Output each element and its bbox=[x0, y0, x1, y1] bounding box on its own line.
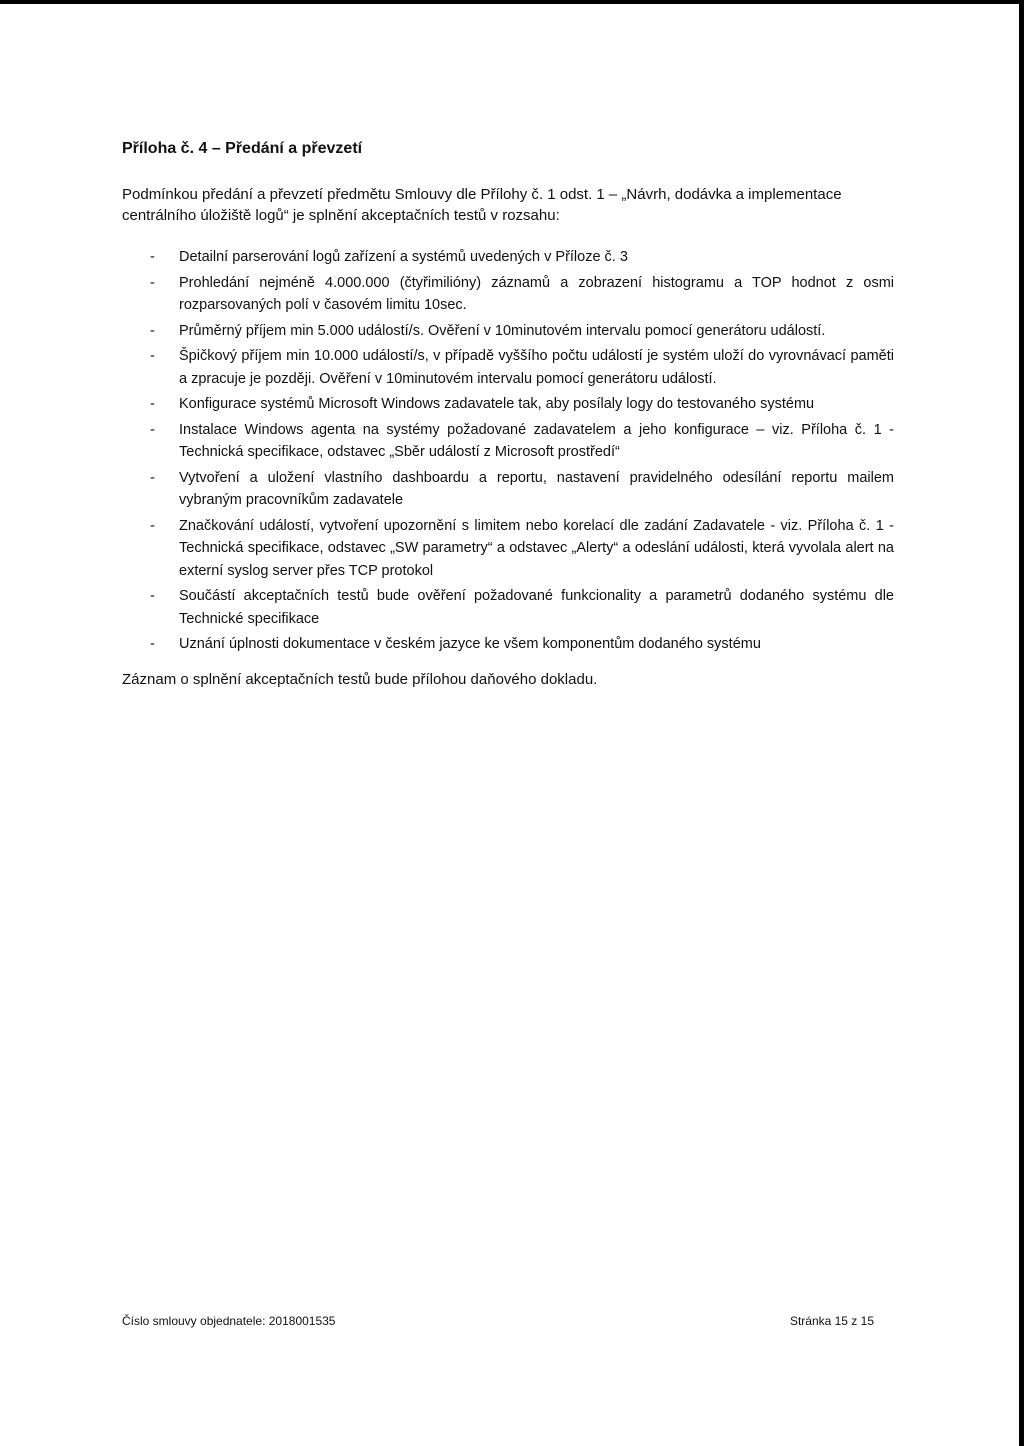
list-item bbox=[122, 345, 894, 390]
bullet-dash: - bbox=[150, 396, 155, 412]
list-item-text: Prohledání nejméně 4.000.000 (čtyřimilióny) záznamů a zobrazení histogramu a TOP hodnot z osmi rozparsovaných polí v časovém limitu 10sec. bbox=[179, 274, 894, 313]
list-item bbox=[122, 320, 894, 343]
intro-paragraph: Podmínkou předání a převzetí předmětu Smlouvy dle Přílohy č. 1 odst. 1 – „Návrh, dodávka a implementace centrálního úložiště logů“ je splnění akceptačních testů v rozsahu: bbox=[122, 186, 842, 224]
list-item bbox=[122, 272, 894, 317]
bullet-dash: - bbox=[150, 274, 155, 291]
list-item bbox=[122, 246, 894, 269]
list-item-text: Detailní parserování logů zařízení a systémů uvedených v Příloze č. 3 bbox=[179, 249, 628, 265]
page-title: Příloha č. 4 – Předání a převzetí bbox=[122, 140, 363, 157]
page-number: Stránka 15 z 15 bbox=[789, 1314, 874, 1328]
bullet-dash: - bbox=[150, 249, 155, 265]
bullet-dash: - bbox=[150, 469, 155, 486]
contract-number: Číslo smlouvy objednatele: 2018001535 bbox=[122, 1314, 336, 1328]
list-item bbox=[122, 515, 894, 583]
list-item bbox=[122, 467, 894, 512]
list-item bbox=[122, 633, 894, 656]
bullet-dash: - bbox=[150, 636, 155, 652]
list-item-text: Konfigurace systémů Microsoft Windows zadavatele tak, aby posílaly logy do testovaného systému bbox=[179, 396, 815, 412]
list-item bbox=[122, 419, 894, 464]
bullet-dash: - bbox=[150, 421, 155, 438]
list-item-text: Vytvoření a uložení vlastního dashboardu a reportu, nastavení pravidelného odesílání reportu mailem vybraným pracovníkům zadavatele bbox=[179, 469, 894, 508]
list-item bbox=[122, 393, 894, 416]
list-item-text: Instalace Windows agenta na systémy požadované zadavatelem a jeho konfigurace – viz. Příloha č. 1 - Technická specifikace, odstavec „Sběr událostí z Microsoft prostředí“ bbox=[179, 421, 894, 460]
bullet-dash: - bbox=[150, 348, 155, 364]
list-item bbox=[122, 585, 894, 630]
acceptance-test-list bbox=[122, 246, 894, 656]
document-page bbox=[122, 140, 894, 690]
scan-border-right bbox=[1019, 0, 1024, 1446]
list-item-text: Uznání úplnosti dokumentace v českém jazyce ke všem komponentům dodaného systému bbox=[179, 636, 761, 652]
bullet-dash: - bbox=[150, 588, 155, 604]
bullet-dash: - bbox=[150, 322, 155, 339]
list-item-text: Značkování událostí, vytvoření upozornění s limitem nebo korelací dle zadání Zadavatele - viz. Příloha č. 1 - Technická specifikace, odstavec „SW parametry“ a odstavec „Alerty“ a odeslání události, která vyvolala alert na externí syslog server přes TCP protokol bbox=[179, 517, 894, 579]
list-item-text: Průměrný příjem min 5.000 událostí/s. Ověření v 10minutovém intervalu pomocí generátoru událostí. bbox=[179, 322, 826, 339]
closing-paragraph: Záznam o splnění akceptačních testů bude přílohou daňového dokladu. bbox=[122, 670, 598, 688]
scan-border-top bbox=[0, 0, 1024, 4]
list-item-text: Součástí akceptačních testů bude ověření požadované funkcionality a parametrů dodaného systému dle Technické specifikace bbox=[179, 588, 894, 627]
bullet-dash: - bbox=[150, 517, 155, 534]
list-item-text: Špičkový příjem min 10.000 událostí/s, v případě vyššího počtu událostí je systém uloží do vyrovnávací paměti a zpracuje je později. Ověření v 10minutovém intervalu pomocí generátoru událostí. bbox=[179, 348, 894, 387]
